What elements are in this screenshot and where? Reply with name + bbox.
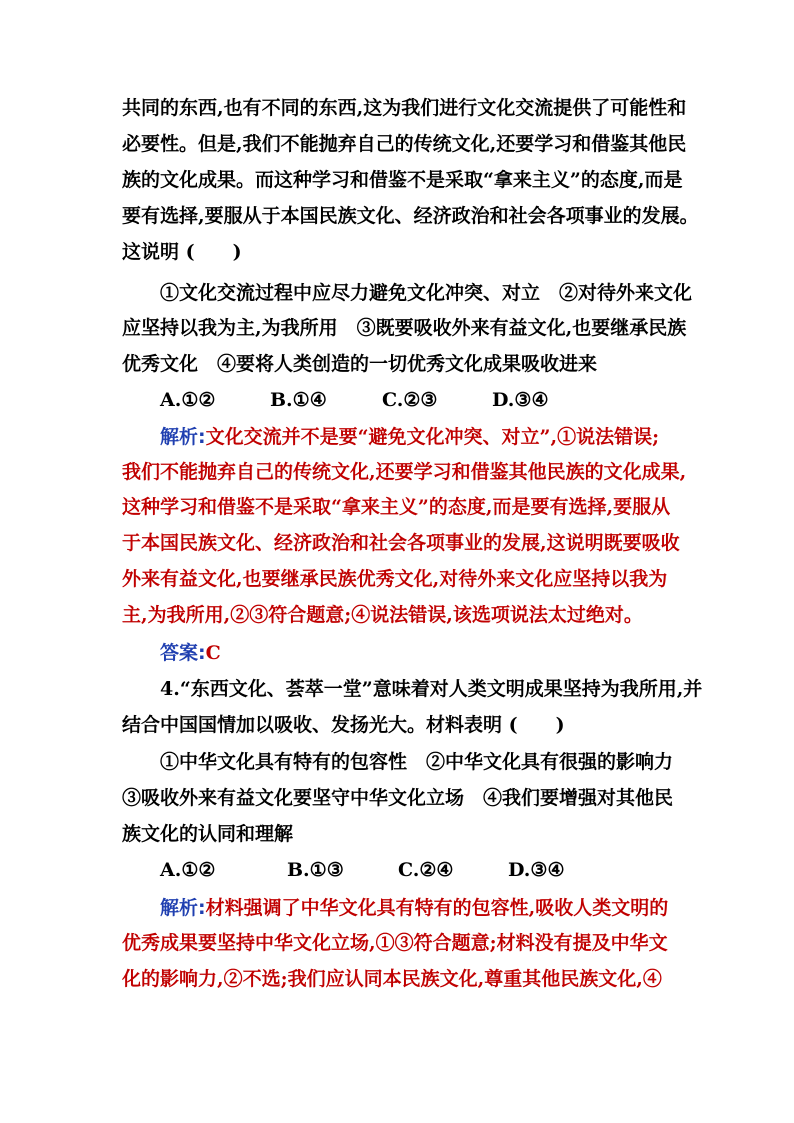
q3-stem-line-3: 族的文化成果。而这种学习和借鉴不是采取“拿来主义”的态度,而是 [122, 169, 683, 191]
q3-option-b: B.①④ [270, 389, 327, 411]
q3-statement-line-1: ①文化交流过程中应尽力避免文化冲突、对立 ②对待外来文化 [160, 282, 693, 304]
q3-answer-line [160, 641, 221, 665]
q4-analysis-line-3: 化的影响力,②不选;我们应认同本民族文化,尊重其他民族文化,④ [122, 968, 662, 990]
q3-stem-line-1: 共同的东西,也有不同的东西,这为我们进行文化交流提供了可能性和 [122, 97, 687, 119]
q3-stem-line-5: 这说明 ( ) [122, 241, 242, 263]
q3-analysis-text-1: 文化交流并不是要“避免文化冲突、对立”,①说法错误; [205, 426, 660, 448]
q4-option-a: A.①② [160, 859, 216, 881]
q3-analysis-line-3: 这种学习和借鉴不是采取“拿来主义”的态度,而是要有选择,要服从 [122, 496, 671, 518]
q4-statement-line-3: 族文化的认同和理解 [122, 823, 294, 845]
q4-analysis-label: 解析: [160, 897, 206, 919]
q3-analysis-label: 解析: [160, 426, 206, 448]
q3-option-c: C.②③ [382, 389, 438, 411]
q3-option-a: A.①② [160, 389, 216, 411]
q3-option-d: D.③④ [492, 389, 549, 411]
q4-stem-line-2: 结合中国国情加以吸收、发扬光大。材料表明 ( ) [122, 714, 565, 736]
q3-statement-line-2: 应坚持以我为主,为我所用 ③既要吸收外来有益文化,也要继承民族 [122, 317, 687, 339]
q4-option-d: D.③④ [508, 859, 565, 881]
q4-option-b: B.①③ [287, 859, 344, 881]
q3-analysis-line-6: 主,为我所用,②③符合题意;④说法错误,该选项说法太过绝对。 [122, 604, 643, 626]
q3-analysis-line-4: 于本国民族文化、经济政治和社会各项事业的发展,这说明既要吸收 [122, 532, 680, 554]
q3-answer-label: 答案: [160, 642, 206, 664]
q3-stem-line-4: 要有选择,要服从于本国民族文化、经济政治和社会各项事业的发展。 [122, 205, 699, 227]
q4-analysis-text-1: 材料强调了中华文化具有特有的包容性,吸收人类文明的 [205, 897, 669, 919]
q4-analysis-line-1 [160, 896, 668, 920]
q3-statement-line-3: 优秀文化 ④要将人类创造的一切优秀文化成果吸收进来 [122, 353, 598, 375]
q3-stem-line-2: 必要性。但是,我们不能抛弃自己的传统文化,还要学习和借鉴其他民 [122, 133, 687, 155]
q4-stem-line-1: 4.“东西文化、荟萃一堂”意味着对人类文明成果坚持为我所用,并 [160, 678, 703, 700]
q3-analysis-line-2: 我们不能抛弃自己的传统文化,还要学习和借鉴其他民族的文化成果, [122, 461, 687, 483]
q3-analysis-line-1 [160, 425, 659, 449]
q3-analysis-line-5: 外来有益文化,也要继承民族优秀文化,对待外来文化应坚持以我为 [122, 568, 668, 590]
q4-analysis-line-2: 优秀成果要坚持中华文化立场,①③符合题意;材料没有提及中华文 [122, 932, 668, 954]
q4-option-c: C.②④ [398, 859, 454, 881]
q4-statement-line-1: ①中华文化具有特有的包容性 ②中华文化具有很强的影响力 [160, 751, 674, 773]
q4-statement-line-2: ③吸收外来有益文化要坚守中华文化立场 ④我们要增强对其他民 [122, 787, 674, 809]
q3-answer-value: C [205, 642, 221, 664]
